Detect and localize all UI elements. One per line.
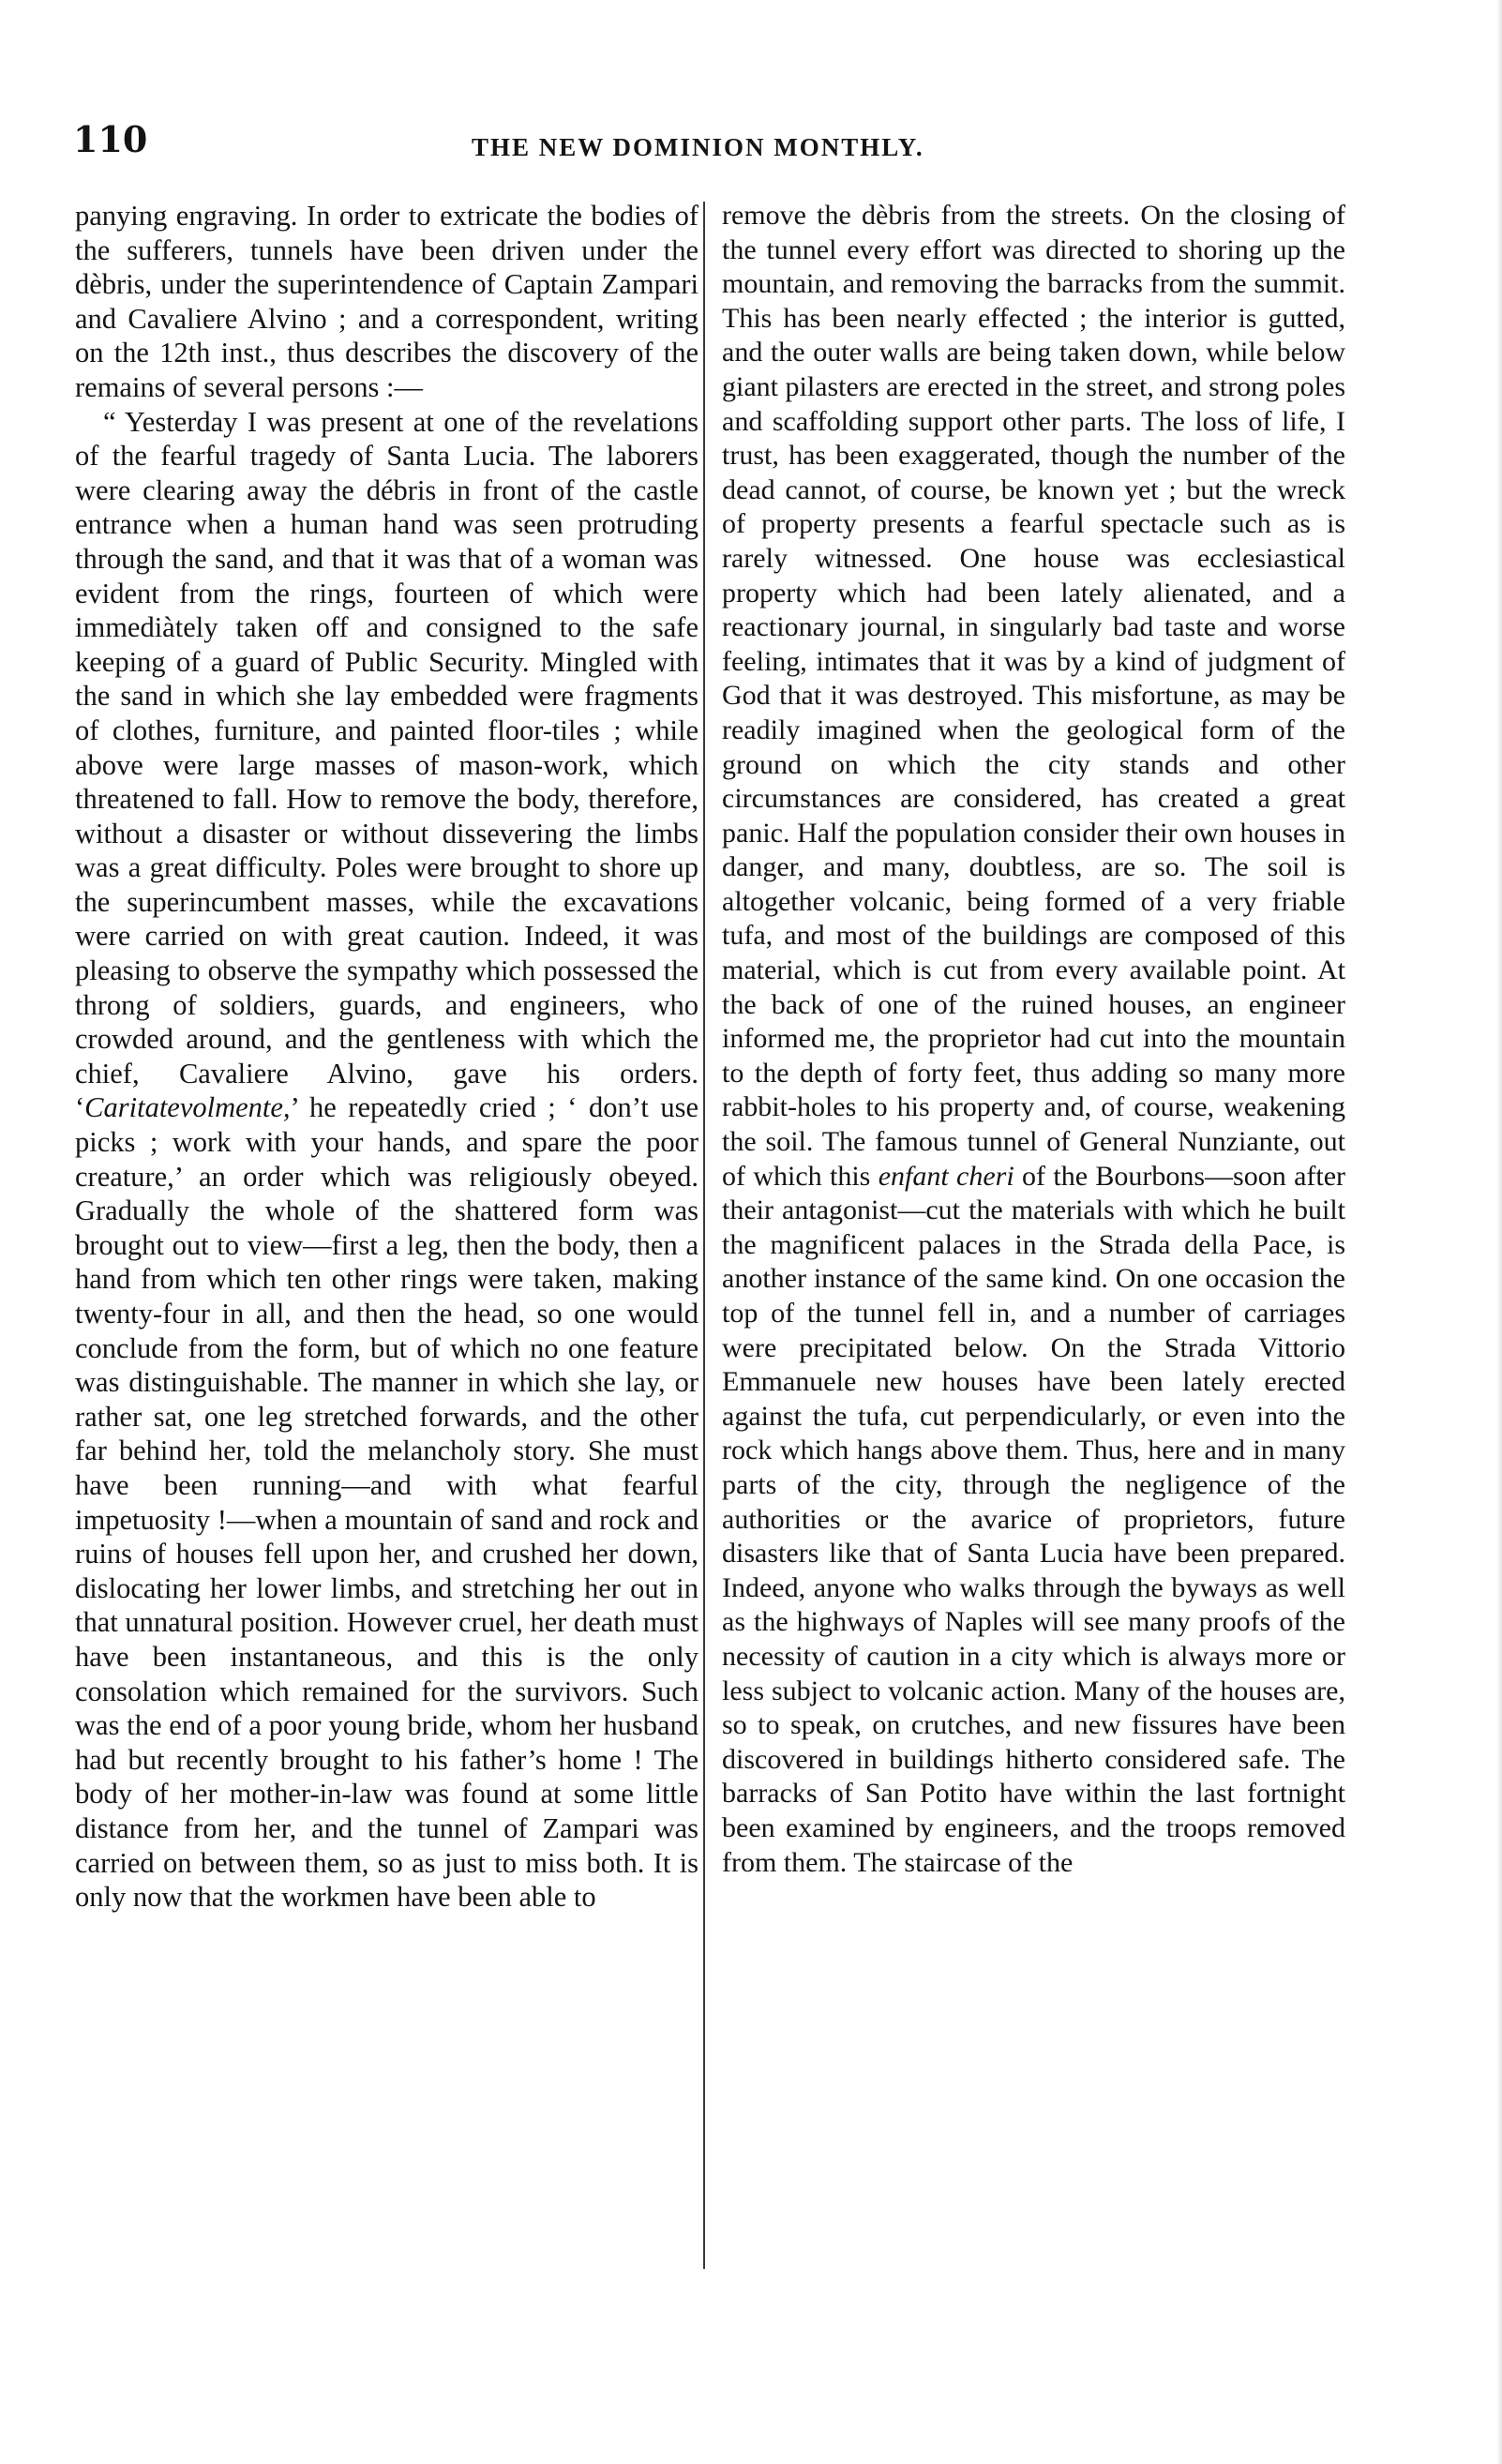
left-column <box>75 199 698 1915</box>
right-column <box>722 199 1345 1880</box>
right-paragraph-1 <box>722 199 1345 1880</box>
left-paragraph-2-text-b: ’ he repeatedly cried ; ‘ don’t use picks ; work with your hands, and spare the poor creature,’ an order which was religiously obeyed. Gradually the whole of the shattered form was brought out to view—first a leg, then the body, then a hand from which ten other rings were taken, making twenty-four in all, and then the head, so one would conclude from the form, but of which no one feature was distinguishable. The manner in which she lay, or rather sat, one leg stretched forwards, and the other far behind her, told the melancholy story. She must have been running—and with what fearful impetuosity !—when a mountain of sand and rock and ruins of houses fell upon her, and crushed her down, dislocating her lower limbs, and stretching her out in that unnatural position. However cruel, her death must have been instantaneous, and this is the only consolation which remained for the survivors. Such was the end of a poor young bride, whom her husband had but recently brought to his father’s home ! The body of her mother-in-law was found at some little distance from her, and the tunnel of Zampari was carried on between them, so as just to miss both. It is only now that the workmen have been able to <box>75 1091 698 1914</box>
page-number: 110 <box>73 118 148 160</box>
left-paragraph-1-text: panying engraving. In order to extricate the bodies of the sufferers, tunnels have been driven under the dèbris, under the superintendence of Captain Zampari and Cavaliere Alvino ; and a correspondent, writing on the 12th inst., thus describes the discovery of the remains of several persons :— <box>75 200 698 403</box>
right-paragraph-1-italic: enfant cheri <box>878 1160 1014 1192</box>
left-paragraph-2-italic: Caritatevolmente, <box>84 1091 291 1124</box>
running-title: THE NEW DOMINION MONTHLY. <box>472 133 924 161</box>
left-paragraph-2 <box>75 405 698 1915</box>
left-paragraph-2-text-a: “ Yesterday I was present at one of the revelations of the fearful tragedy of Santa Lucia. The laborers were clearing away the débris in front of the castle entrance when a human hand was seen protruding through the sand, and that it was that of a woman was evident from the rings, fourteen of which were immediàtely taken off and consigned to the safe keeping of a guard of Public Security. Mingled with the sand in which she lay embedded were fragments of clothes, furniture, and painted floor-tiles ; while above were large masses of mason-work, which threatened to fall. How to remove the body, therefore, without a disaster or without dissevering the limbs was a great difficulty. Poles were brought to shore up the superincumbent masses, while the excavations were carried on with great caution. Indeed, it was pleasing to observe the sympathy which possessed the throng of soldiers, guards, and engineers, who crowded around, and the gentleness with which the chief, Cavaliere Alvino, gave his orders. ‘ <box>75 405 698 1124</box>
right-paragraph-1-text-b: of the Bourbons—soon after their antagonist—cut the materials with which he built the magnificent palaces in the Strada della Pace, is another instance of the same kind. On one occasion the top of the tunnel fell in, and a number of carriages were precipitated below. On the Strada Vittorio Emmanuele new houses have been lately erected against the tufa, cut perpendicularly, or even into the rock which hangs above them. Thus, here and in many parts of the city, through the negligence of the authorities or the avarice of proprietors, future disasters like that of Santa Lucia have been prepared. Indeed, anyone who walks through the byways as well as the highways of Naples will see many proofs of the necessity of caution in a city which is always more or less subject to volcanic action. Many of the houses are, so to speak, on crutches, and new fissures have been discovered in buildings hitherto considered safe. The barracks of San Potito have within the last fortnight been examined by engineers, and the troops removed from them. The staircase of the <box>722 1160 1346 1878</box>
left-paragraph-1 <box>75 199 698 405</box>
column-divider <box>703 202 705 2269</box>
scan-edge-shadow <box>1496 0 1502 2464</box>
right-paragraph-1-text-a: remove the dèbris from the streets. On the closing of the tunnel every effort was directed to shoring up the mountain, and removing the barracks from the summit. This has been nearly effected ; the interior is gutted, and the outer walls are being taken down, while below giant pilasters are erected in the street, and strong poles and scaffolding support other parts. The loss of life, I trust, has been exaggerated, though the number of the dead cannot, of course, be known yet ; but the wreck of property presents a fearful spectacle such as is rarely witnessed. One house was ecclesiastical property which had been lately alienated, and a reactionary journal, in singularly bad taste and worse feeling, intimates that it was by a kind of judgment of God that it was destroyed. This misfortune, as may be readily imagined when the geological form of the ground on which the city stands and other circumstances are considered, has created a great panic. Half the population consider their own houses in danger, and many, doubtless, are so. The soil is altogether volcanic, being formed of a very friable tufa, and most of the buildings are composed of this material, which is cut from every available point. At the back of one of the ruined houses, an engineer informed me, the proprietor had cut into the mountain to the depth of forty feet, thus adding so many more rabbit-holes to his property and, of course, weakening the soil. The famous tunnel of General Nunziante, out of which this <box>722 200 1345 1192</box>
page-header <box>73 111 1367 176</box>
